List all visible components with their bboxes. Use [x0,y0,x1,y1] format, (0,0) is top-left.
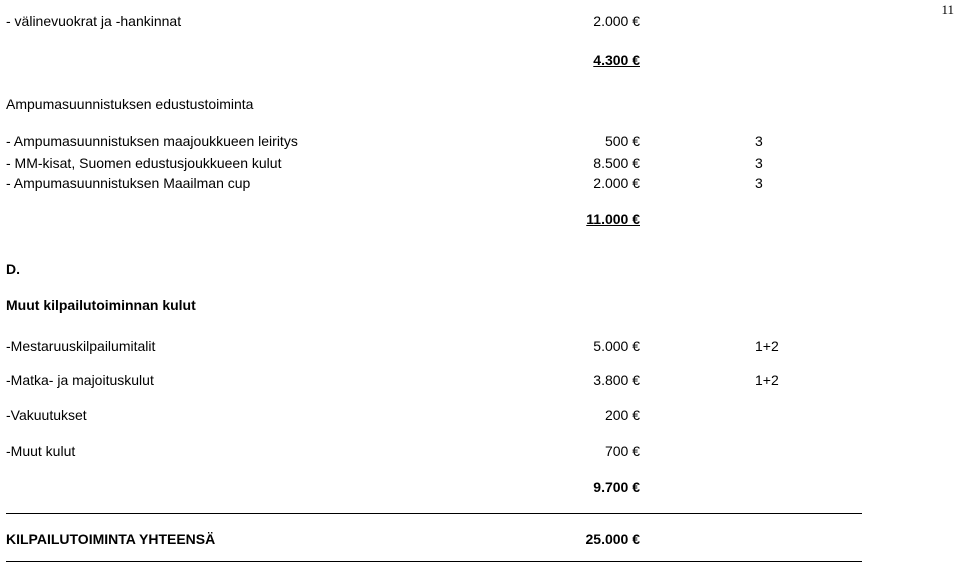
section-heading-edustustoiminta: Ampumasuunnistuksen edustustoiminta [6,96,254,112]
row-maailman-cup-ref: 3 [755,175,763,191]
subtotal-2: 11.000 € [586,211,640,227]
subtotal-3: 9.700 € [593,479,640,495]
row-vakuutukset-label: -Vakuutukset [6,407,87,423]
row-mitalit-label: -Mestaruuskilpailumitalit [6,338,156,354]
row-matka-amount: 3.800 € [593,372,640,388]
row-maailman-cup-label: - Ampumasuunnistuksen Maailman cup [6,175,251,191]
row-mm-kisat-amount: 8.500 € [593,155,640,171]
row-matka-ref: 1+2 [755,372,779,388]
row-mm-kisat-label: - MM-kisat, Suomen edustusjoukkueen kulut [6,155,282,171]
row-mitalit-amount: 5.000 € [593,338,640,354]
page-number: 11 [941,2,954,17]
subtotal-1: 4.300 € [593,52,640,68]
row-muut-kulut-amount: 700 € [604,443,640,459]
row-mitalit-ref: 1+2 [755,338,779,354]
grand-total-amount: 25.000 € [585,531,640,547]
row-muut-kulut-label: -Muut kulut [6,443,76,459]
section-heading-muut-kilpailutoiminnan-kulut: Muut kilpailutoiminnan kulut [6,297,196,313]
row-leiritys-ref: 3 [755,133,763,149]
divider-top [6,513,862,514]
section-letter-d: D. [6,261,20,277]
row-matka-label: -Matka- ja majoituskulut [6,372,154,388]
row-leiritys-amount: 500 € [604,133,640,149]
row-valinevuokrat-amount: 2.000 € [593,13,640,29]
row-mm-kisat-ref: 3 [755,155,763,171]
row-maailman-cup-amount: 2.000 € [593,175,640,191]
divider-bottom [6,561,862,562]
row-valinevuokrat-label: - välinevuokrat ja -hankinnat [6,13,182,29]
row-vakuutukset-amount: 200 € [604,407,640,423]
row-leiritys-label: - Ampumasuunnistuksen maajoukkueen leiritys [6,133,298,149]
grand-total-label: KILPAILUTOIMINTA YHTEENSÄ [6,531,216,547]
